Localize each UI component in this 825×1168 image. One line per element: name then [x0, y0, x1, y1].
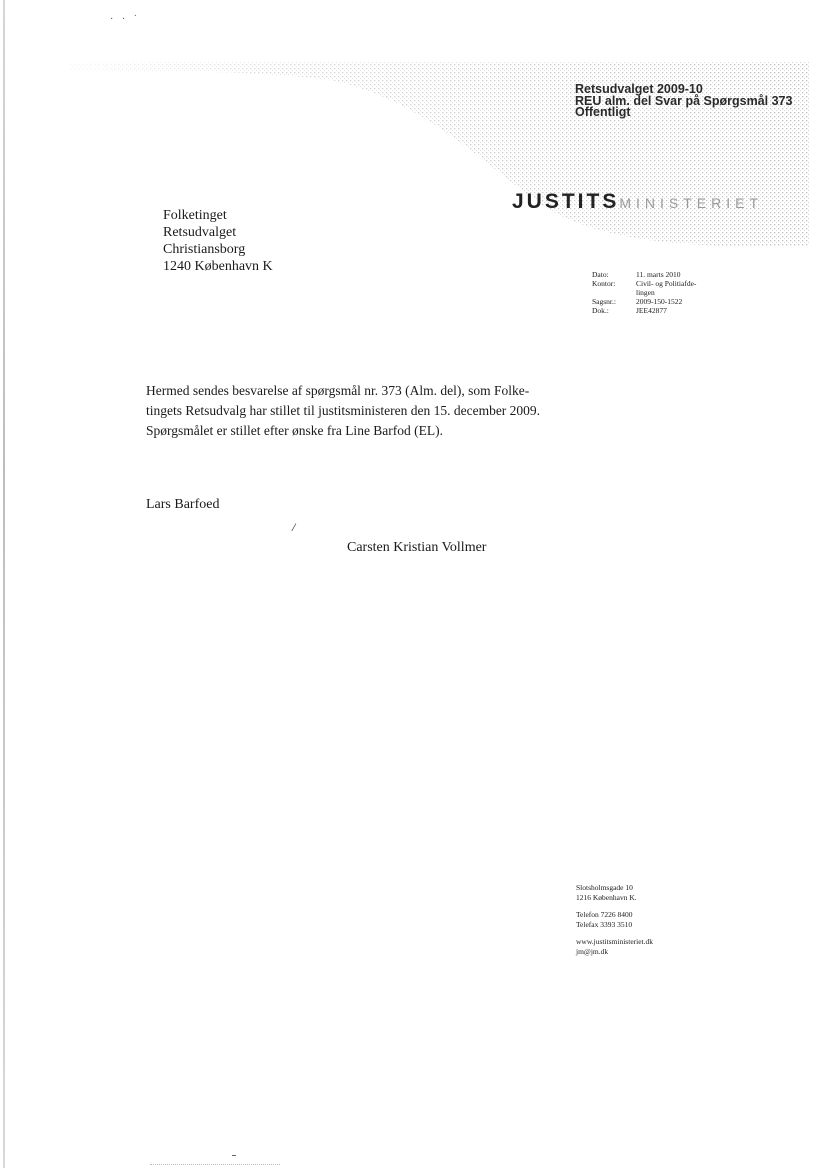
document-stamp — [575, 84, 792, 119]
meta-row-office — [592, 279, 722, 288]
body-line-1: Hermed sendes besvarelse af spørgsmål nr. 373 (Alm. del), som Folke- — [146, 383, 530, 398]
scan-mark — [232, 1155, 236, 1156]
scan-edge — [3, 0, 5, 1168]
ministry-logo — [512, 190, 763, 214]
body-line-2: tingets Retsudvalg har stillet til justitsministeren den 15. december 2009. — [146, 403, 541, 418]
ministry-contact-footer — [576, 883, 653, 956]
meta-value: JEE42877 — [636, 306, 667, 315]
meta-row-office-cont — [592, 288, 722, 297]
letter-body — [146, 381, 546, 441]
footer-street: Slotsholmsgade 10 — [576, 883, 633, 892]
signatory-official: Carsten Kristian Vollmer — [347, 540, 487, 555]
recipient-line-1: Folketinget — [163, 208, 227, 223]
meta-value: 11. marts 2010 — [636, 270, 681, 279]
recipient-line-3: Christiansborg — [163, 242, 246, 257]
scan-rule — [150, 1164, 280, 1166]
footer-fax: Telefax 3393 3510 — [576, 919, 633, 929]
footer-email: jm@jm.dk — [576, 946, 609, 956]
signatory-minister: Lars Barfoed — [146, 497, 220, 512]
logo-light-text: MINISTERIET — [619, 195, 764, 211]
body-line-3: Spørgsmålet er stillet efter ønske fra Line Barfod (EL). — [146, 423, 444, 438]
recipient-line-4: 1240 København K — [163, 259, 273, 274]
case-metadata — [592, 270, 722, 315]
meta-label: Dok.: — [592, 306, 609, 315]
stamp-line-2: REU alm. del Svar på Spørgsmål 373 — [575, 93, 793, 108]
meta-value: 2009-150-1522 — [636, 297, 683, 306]
logo-bold-text: JUSTITS — [512, 190, 620, 213]
stamp-line-1: Retsudvalget 2009-10 — [575, 82, 703, 96]
meta-label: Dato: — [592, 270, 609, 279]
footer-web: www.justitsministeriet.dk — [576, 937, 654, 946]
meta-row-case-number — [592, 297, 722, 306]
recipient-line-2: Retsudvalget — [163, 225, 237, 240]
meta-label: Kontor: — [592, 279, 616, 288]
signature-slash: / — [292, 520, 296, 534]
recipient-address — [163, 207, 273, 275]
meta-value: Civil- og Politiafde- — [636, 279, 697, 288]
footer-city: 1216 København K. — [576, 892, 637, 902]
stamp-line-3: Offentligt — [575, 105, 631, 119]
meta-label — [592, 288, 636, 297]
meta-row-document — [592, 306, 722, 315]
meta-row-date — [592, 270, 722, 279]
footer-phone: Telefon 7226 8400 — [576, 910, 633, 919]
meta-value: lingen — [636, 288, 655, 297]
scan-marks: · · ˙ — [110, 14, 140, 25]
meta-label: Sagsnr.: — [592, 297, 616, 306]
